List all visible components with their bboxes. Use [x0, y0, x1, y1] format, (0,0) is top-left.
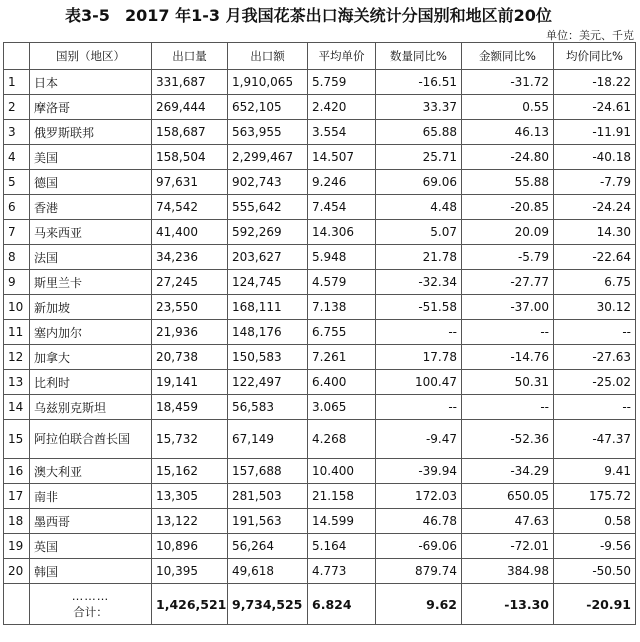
- rank-cell: 4: [4, 145, 30, 170]
- country-cell: 香港: [30, 195, 152, 220]
- export-table: [3, 42, 636, 625]
- quantity-cell: 34,236: [152, 245, 228, 270]
- qty-yoy-cell: 879.74: [376, 559, 462, 584]
- avg-price-cell: 10.400: [308, 459, 376, 484]
- price-yoy-cell: -11.91: [554, 120, 636, 145]
- amt-yoy-cell: -72.01: [462, 534, 554, 559]
- quantity-cell: 18,459: [152, 395, 228, 420]
- title-row: [0, 0, 640, 26]
- qty-yoy-cell: 69.06: [376, 170, 462, 195]
- header-rank: [4, 43, 30, 70]
- amt-yoy-cell: -20.85: [462, 195, 554, 220]
- total-dots: ………: [71, 589, 110, 603]
- amt-yoy-cell: 384.98: [462, 559, 554, 584]
- price-yoy-cell: -50.50: [554, 559, 636, 584]
- amount-cell: 191,563: [228, 509, 308, 534]
- table-row: [4, 459, 636, 484]
- price-yoy-cell: -18.22: [554, 70, 636, 95]
- amt-yoy-cell: --: [462, 320, 554, 345]
- avg-price-cell: 7.454: [308, 195, 376, 220]
- total-price-yoy: -20.91: [554, 584, 636, 625]
- header-quantity: 出口量: [152, 43, 228, 70]
- rank-cell: 2: [4, 95, 30, 120]
- price-yoy-cell: -24.61: [554, 95, 636, 120]
- rank-cell: 3: [4, 120, 30, 145]
- avg-price-cell: 14.306: [308, 220, 376, 245]
- table-row: [4, 484, 636, 509]
- country-cell: 南非: [30, 484, 152, 509]
- avg-price-cell: 3.065: [308, 395, 376, 420]
- price-yoy-cell: 14.30: [554, 220, 636, 245]
- amount-cell: 592,269: [228, 220, 308, 245]
- country-cell: 德国: [30, 170, 152, 195]
- table-row: [4, 345, 636, 370]
- amount-cell: 157,688: [228, 459, 308, 484]
- quantity-cell: 15,732: [152, 420, 228, 459]
- amount-cell: 1,910,065: [228, 70, 308, 95]
- country-cell: 俄罗斯联邦: [30, 120, 152, 145]
- amt-yoy-cell: 0.55: [462, 95, 554, 120]
- total-row: [4, 584, 636, 625]
- qty-yoy-cell: 33.37: [376, 95, 462, 120]
- table-row: [4, 270, 636, 295]
- quantity-cell: 97,631: [152, 170, 228, 195]
- quantity-cell: 158,687: [152, 120, 228, 145]
- table-row: [4, 145, 636, 170]
- table-row: [4, 245, 636, 270]
- amt-yoy-cell: -52.36: [462, 420, 554, 459]
- amount-cell: 122,497: [228, 370, 308, 395]
- country-cell: 澳大利亚: [30, 459, 152, 484]
- rank-cell: 6: [4, 195, 30, 220]
- total-label-cell: [30, 584, 152, 625]
- avg-price-cell: 3.554: [308, 120, 376, 145]
- avg-price-cell: 6.755: [308, 320, 376, 345]
- amt-yoy-cell: 20.09: [462, 220, 554, 245]
- country-cell: 马来西亚: [30, 220, 152, 245]
- amount-cell: 652,105: [228, 95, 308, 120]
- table-body: [4, 70, 636, 584]
- header-amt-yoy: 金额同比%: [462, 43, 554, 70]
- table-row: [4, 120, 636, 145]
- quantity-cell: 15,162: [152, 459, 228, 484]
- rank-cell: 8: [4, 245, 30, 270]
- avg-price-cell: 14.599: [308, 509, 376, 534]
- qty-yoy-cell: 65.88: [376, 120, 462, 145]
- amt-yoy-cell: 47.63: [462, 509, 554, 534]
- table-row: [4, 420, 636, 459]
- qty-yoy-cell: --: [376, 395, 462, 420]
- price-yoy-cell: --: [554, 320, 636, 345]
- avg-price-cell: 6.400: [308, 370, 376, 395]
- quantity-cell: 331,687: [152, 70, 228, 95]
- total-amt-yoy: -13.30: [462, 584, 554, 625]
- amount-cell: 203,627: [228, 245, 308, 270]
- table-row: [4, 559, 636, 584]
- avg-price-cell: 14.507: [308, 145, 376, 170]
- amount-cell: 281,503: [228, 484, 308, 509]
- rank-cell: 7: [4, 220, 30, 245]
- qty-yoy-cell: -9.47: [376, 420, 462, 459]
- amount-cell: 563,955: [228, 120, 308, 145]
- amount-cell: 67,149: [228, 420, 308, 459]
- price-yoy-cell: -27.63: [554, 345, 636, 370]
- amt-yoy-cell: 50.31: [462, 370, 554, 395]
- amt-yoy-cell: -14.76: [462, 345, 554, 370]
- price-yoy-cell: -9.56: [554, 534, 636, 559]
- total-rank-cell: [4, 584, 30, 625]
- quantity-cell: 10,896: [152, 534, 228, 559]
- country-cell: 阿拉伯联合酋长国: [30, 420, 152, 459]
- country-cell: 乌兹别克斯坦: [30, 395, 152, 420]
- table-row: [4, 220, 636, 245]
- table-row: [4, 534, 636, 559]
- price-yoy-cell: -25.02: [554, 370, 636, 395]
- amount-cell: 2,299,467: [228, 145, 308, 170]
- country-cell: 墨西哥: [30, 509, 152, 534]
- country-cell: 加拿大: [30, 345, 152, 370]
- quantity-cell: 13,122: [152, 509, 228, 534]
- rank-cell: 18: [4, 509, 30, 534]
- rank-cell: 16: [4, 459, 30, 484]
- quantity-cell: 41,400: [152, 220, 228, 245]
- total-amount: 9,734,525: [228, 584, 308, 625]
- avg-price-cell: 4.268: [308, 420, 376, 459]
- total-qty-yoy: 9.62: [376, 584, 462, 625]
- qty-yoy-cell: 4.48: [376, 195, 462, 220]
- avg-price-cell: 5.164: [308, 534, 376, 559]
- quantity-cell: 21,936: [152, 320, 228, 345]
- table-row: [4, 320, 636, 345]
- rank-cell: 13: [4, 370, 30, 395]
- table-row: [4, 395, 636, 420]
- table-row: [4, 95, 636, 120]
- total-label: 合计：: [73, 605, 108, 619]
- price-yoy-cell: -40.18: [554, 145, 636, 170]
- quantity-cell: 13,305: [152, 484, 228, 509]
- amount-cell: 168,111: [228, 295, 308, 320]
- amt-yoy-cell: -34.29: [462, 459, 554, 484]
- amount-cell: 124,745: [228, 270, 308, 295]
- amt-yoy-cell: 650.05: [462, 484, 554, 509]
- price-yoy-cell: -47.37: [554, 420, 636, 459]
- qty-yoy-cell: -32.34: [376, 270, 462, 295]
- quantity-cell: 269,444: [152, 95, 228, 120]
- amount-cell: 56,583: [228, 395, 308, 420]
- qty-yoy-cell: 100.47: [376, 370, 462, 395]
- avg-price-cell: 5.759: [308, 70, 376, 95]
- qty-yoy-cell: 172.03: [376, 484, 462, 509]
- qty-yoy-cell: 5.07: [376, 220, 462, 245]
- amount-cell: 150,583: [228, 345, 308, 370]
- country-cell: 比利时: [30, 370, 152, 395]
- avg-price-cell: 4.773: [308, 559, 376, 584]
- table-title: 2017 年1-3 月我国花茶出口海关统计分国别和地区前20位: [125, 6, 552, 25]
- rank-cell: 19: [4, 534, 30, 559]
- price-yoy-cell: 6.75: [554, 270, 636, 295]
- price-yoy-cell: --: [554, 395, 636, 420]
- table-row: [4, 509, 636, 534]
- table-row: [4, 70, 636, 95]
- qty-yoy-cell: 25.71: [376, 145, 462, 170]
- avg-price-cell: 9.246: [308, 170, 376, 195]
- quantity-cell: 158,504: [152, 145, 228, 170]
- total-quantity: 1,426,521: [152, 584, 228, 625]
- price-yoy-cell: -24.24: [554, 195, 636, 220]
- qty-yoy-cell: 17.78: [376, 345, 462, 370]
- rank-cell: 20: [4, 559, 30, 584]
- qty-yoy-cell: -39.94: [376, 459, 462, 484]
- qty-yoy-cell: -16.51: [376, 70, 462, 95]
- table-row: [4, 370, 636, 395]
- amt-yoy-cell: --: [462, 395, 554, 420]
- price-yoy-cell: 30.12: [554, 295, 636, 320]
- table-header-row: [4, 43, 636, 70]
- qty-yoy-cell: -69.06: [376, 534, 462, 559]
- total-avg-price: 6.824: [308, 584, 376, 625]
- price-yoy-cell: 175.72: [554, 484, 636, 509]
- quantity-cell: 20,738: [152, 345, 228, 370]
- amount-cell: 555,642: [228, 195, 308, 220]
- amt-yoy-cell: -31.72: [462, 70, 554, 95]
- qty-yoy-cell: 21.78: [376, 245, 462, 270]
- header-country: 国别（地区）: [30, 43, 152, 70]
- country-cell: 韩国: [30, 559, 152, 584]
- amt-yoy-cell: -27.77: [462, 270, 554, 295]
- amt-yoy-cell: -24.80: [462, 145, 554, 170]
- amt-yoy-cell: 46.13: [462, 120, 554, 145]
- rank-cell: 1: [4, 70, 30, 95]
- avg-price-cell: 4.579: [308, 270, 376, 295]
- amt-yoy-cell: 55.88: [462, 170, 554, 195]
- unit-note: 单位：美元、千克: [546, 29, 634, 42]
- header-price-yoy: 均价同比%: [554, 43, 636, 70]
- header-qty-yoy: 数量同比%: [376, 43, 462, 70]
- country-cell: 日本: [30, 70, 152, 95]
- header-amount: 出口额: [228, 43, 308, 70]
- table-number: 表3-5: [65, 6, 110, 25]
- country-cell: 英国: [30, 534, 152, 559]
- price-yoy-cell: -7.79: [554, 170, 636, 195]
- amt-yoy-cell: -5.79: [462, 245, 554, 270]
- quantity-cell: 27,245: [152, 270, 228, 295]
- rank-cell: 14: [4, 395, 30, 420]
- quantity-cell: 74,542: [152, 195, 228, 220]
- quantity-cell: 10,395: [152, 559, 228, 584]
- rank-cell: 11: [4, 320, 30, 345]
- rank-cell: 15: [4, 420, 30, 459]
- table-row: [4, 195, 636, 220]
- qty-yoy-cell: 46.78: [376, 509, 462, 534]
- rank-cell: 10: [4, 295, 30, 320]
- avg-price-cell: 2.420: [308, 95, 376, 120]
- qty-yoy-cell: --: [376, 320, 462, 345]
- country-cell: 美国: [30, 145, 152, 170]
- rank-cell: 5: [4, 170, 30, 195]
- header-avg-price: 平均单价: [308, 43, 376, 70]
- quantity-cell: 23,550: [152, 295, 228, 320]
- quantity-cell: 19,141: [152, 370, 228, 395]
- price-yoy-cell: -22.64: [554, 245, 636, 270]
- avg-price-cell: 7.138: [308, 295, 376, 320]
- amt-yoy-cell: -37.00: [462, 295, 554, 320]
- amount-cell: 148,176: [228, 320, 308, 345]
- country-cell: 新加坡: [30, 295, 152, 320]
- avg-price-cell: 21.158: [308, 484, 376, 509]
- price-yoy-cell: 9.41: [554, 459, 636, 484]
- rank-cell: 12: [4, 345, 30, 370]
- table-row: [4, 170, 636, 195]
- avg-price-cell: 5.948: [308, 245, 376, 270]
- price-yoy-cell: 0.58: [554, 509, 636, 534]
- avg-price-cell: 7.261: [308, 345, 376, 370]
- qty-yoy-cell: -51.58: [376, 295, 462, 320]
- country-cell: 摩洛哥: [30, 95, 152, 120]
- amount-cell: 902,743: [228, 170, 308, 195]
- country-cell: 斯里兰卡: [30, 270, 152, 295]
- table-row: [4, 295, 636, 320]
- rank-cell: 9: [4, 270, 30, 295]
- country-cell: 塞内加尔: [30, 320, 152, 345]
- rank-cell: 17: [4, 484, 30, 509]
- amount-cell: 49,618: [228, 559, 308, 584]
- amount-cell: 56,264: [228, 534, 308, 559]
- country-cell: 法国: [30, 245, 152, 270]
